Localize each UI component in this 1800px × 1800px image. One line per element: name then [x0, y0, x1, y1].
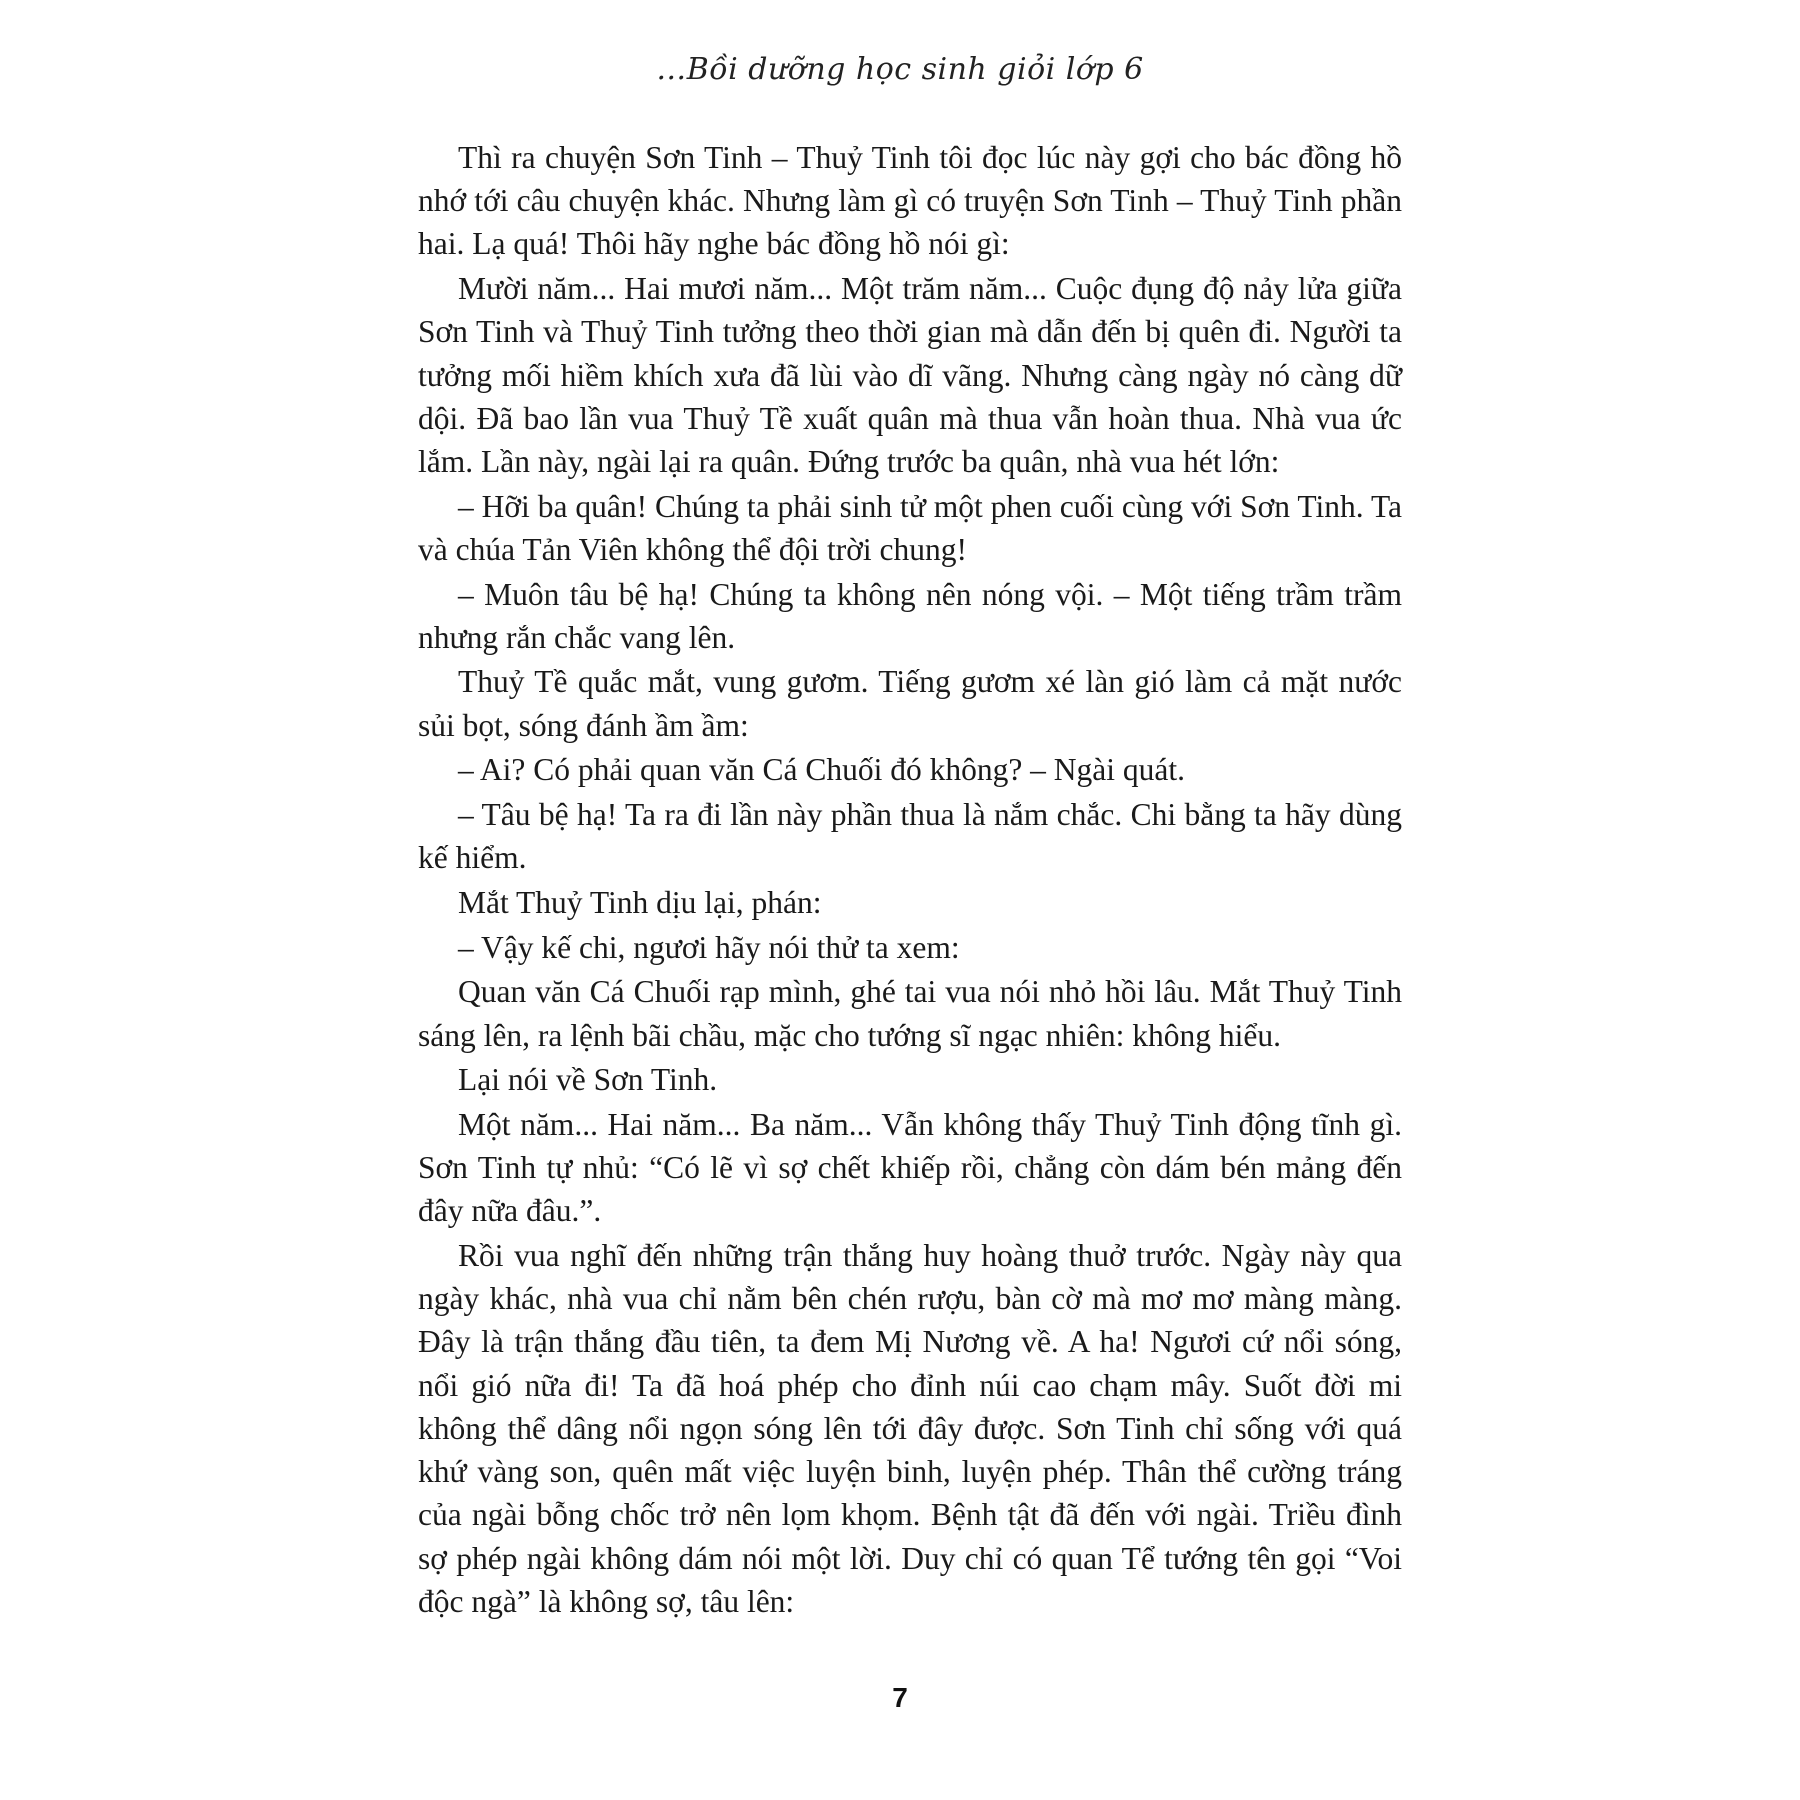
paragraph: – Hỡi ba quân! Chúng ta phải sinh tử một phen cuối cùng với Sơn Tinh. Ta và chúa Tản Viên không thể đội trời chung!	[418, 488, 1402, 567]
paragraph: – Ai? Có phải quan văn Cá Chuối đó không? – Ngài quát.	[458, 752, 1186, 788]
paragraph: Rồi vua nghĩ đến những trận thắng huy hoàng thuở trước. Ngày này qua ngày khác, nhà vua chỉ nằm bên chén rượu, bàn cờ mà mơ mơ màng màng. Đây là trận thắng đầu tiên, ta đem Mị Nương về. A ha! Ngươi cứ nổi sóng, nổi gió nữa đi! Ta đã hoá phép cho đỉnh núi cao chạm mây. Suốt đời mi không thể dâng nổi ngọn sóng lên tới đây được. Sơn Tinh chỉ sống với quá khứ vàng son, quên mất việc luyện binh, luyện phép. Thân thể cường tráng của ngài bỗng chốc trở nên lọm khọm. Bệnh tật đã đến với ngài. Triều đình sợ phép ngài không dám nói một lời. Duy chỉ có quan Tể tướng tên gọi “Voi độc ngà” là không sợ, tâu lên:	[418, 1238, 1402, 1619]
paragraph: – Vậy kế chi, ngươi hãy nói thử ta xem:	[458, 929, 960, 965]
paragraph: – Tâu bệ hạ! Ta ra đi lần này phần thua là nắm chắc. Chi bằng ta hãy dùng kế hiểm.	[418, 797, 1402, 876]
paragraph: Lại nói về Sơn Tinh.	[458, 1062, 718, 1098]
paragraph: – Muôn tâu bệ hạ! Chúng ta không nên nóng vội. – Một tiếng trầm trầm nhưng rắn chắc vang lên.	[418, 576, 1402, 655]
running-header: …Bồi dưỡng học sinh giỏi lớp 6	[656, 52, 1144, 87]
paragraph: Thuỷ Tề quắc mắt, vung gươm. Tiếng gươm xé làn gió làm cả mặt nước sủi bọt, sóng đánh ầm ầm:	[418, 664, 1402, 743]
paragraph: Một năm... Hai năm... Ba năm... Vẫn không thấy Thuỷ Tinh động tĩnh gì. Sơn Tinh tự nhủ: “Có lẽ vì sợ chết khiếp rồi, chẳng còn dám bén mảng đến đây nữa đâu.”.	[418, 1106, 1402, 1229]
paragraph: Quan văn Cá Chuối rạp mình, ghé tai vua nói nhỏ hồi lâu. Mắt Thuỷ Tinh sáng lên, ra lệnh bãi chầu, mặc cho tướng sĩ ngạc nhiên: không hiểu.	[418, 974, 1402, 1053]
paragraph: Mắt Thuỷ Tinh dịu lại, phán:	[458, 884, 822, 920]
body-text	[418, 136, 1402, 1624]
paragraph: Mười năm... Hai mươi năm... Một trăm năm... Cuộc đụng độ nảy lửa giữa Sơn Tinh và Thuỷ Tinh tưởng theo thời gian mà dẫn đến bị quên đi. Người ta tưởng mối hiềm khích xưa đã lùi vào dĩ vãng. Nhưng càng ngày nó càng dữ dội. Đã bao lần vua Thuỷ Tề xuất quân mà thua vẫn hoàn thua. Nhà vua ức lắm. Lần này, ngài lại ra quân. Đứng trước ba quân, nhà vua hét lớn:	[418, 271, 1402, 479]
page-number: 7	[892, 1682, 908, 1713]
paragraph: Thì ra chuyện Sơn Tinh – Thuỷ Tinh tôi đọc lúc này gợi cho bác đồng hồ nhớ tới câu chuyện khác. Nhưng làm gì có truyện Sơn Tinh – Thuỷ Tinh phần hai. Lạ quá! Thôi hãy nghe bác đồng hồ nói gì:	[418, 140, 1402, 262]
